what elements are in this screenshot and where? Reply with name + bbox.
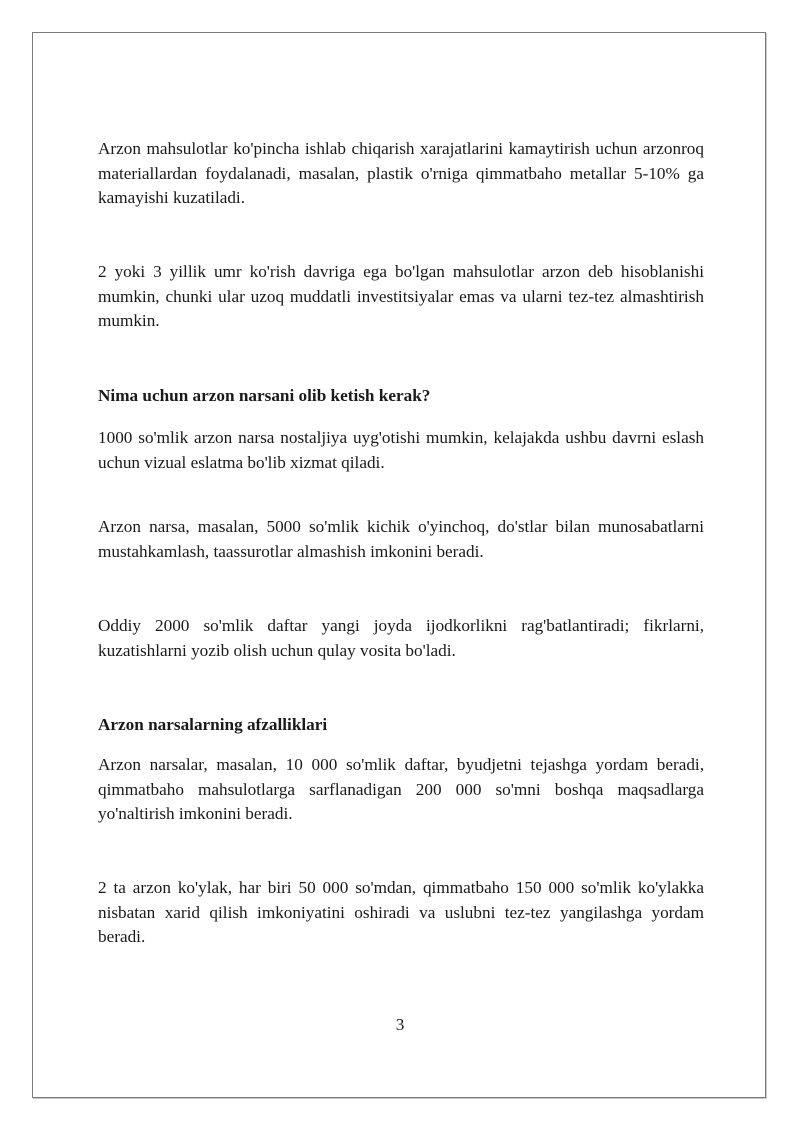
paragraph-3: 1000 so'mlik arzon narsa nostaljiya uyg'otishi mumkin, kelajakda ushbu davrni eslash uchun vizual eslatma bo'lib xizmat qiladi. [98, 428, 704, 472]
paragraph-4: Arzon narsa, masalan, 5000 so'mlik kichik o'yinchoq, do'stlar bilan munosabatlarni mustahkamlash, taassurotlar almashish imkonini beradi. [98, 517, 704, 561]
paragraph-6: Arzon narsalar, masalan, 10 000 so'mlik daftar, byudjetni tejashga yordam beradi, qimmatbaho mahsulotlarga sarflanadigan 200 000 so'mni boshqa maqsadlarga yo'naltirish imkonini beradi. [98, 755, 704, 823]
paragraph-7: 2 ta arzon ko'ylak, har biri 50 000 so'mdan, qimmatbaho 150 000 so'mlik ko'ylakka nisbatan xarid qilish imkoniyatini oshiradi va uslubni tez-tez yangilashga yordam beradi. [98, 878, 704, 946]
section-heading-advantages: Arzon narsalarning afzalliklari [98, 715, 328, 734]
document-page [32, 32, 766, 1098]
paragraph-2: 2 yoki 3 yillik umr ko'rish davriga ega bo'lgan mahsulotlar arzon deb hisoblanishi mumkin, chunki ular uzoq muddatli investitsiyalar emas va ularni tez-tez almashtirish mumkin. [98, 262, 704, 330]
page-number: 3 [395, 1015, 405, 1034]
section-heading-why-take-cheap: Nima uchun arzon narsani olib ketish kerak? [98, 386, 431, 405]
paragraph-1: Arzon mahsulotlar ko'pincha ishlab chiqarish xarajatlarini kamaytirish uchun arzonroq materiallardan foydalanadi, masalan, plastik o'rniga qimmatbaho metallar 5-10% ga kamayishi kuzatiladi. [98, 139, 704, 207]
paragraph-5: Oddiy 2000 so'mlik daftar yangi joyda ijodkorlikni rag'batlantiradi; fikrlarni, kuzatishlarni yozib olish uchun qulay vosita bo'ladi. [98, 616, 704, 660]
